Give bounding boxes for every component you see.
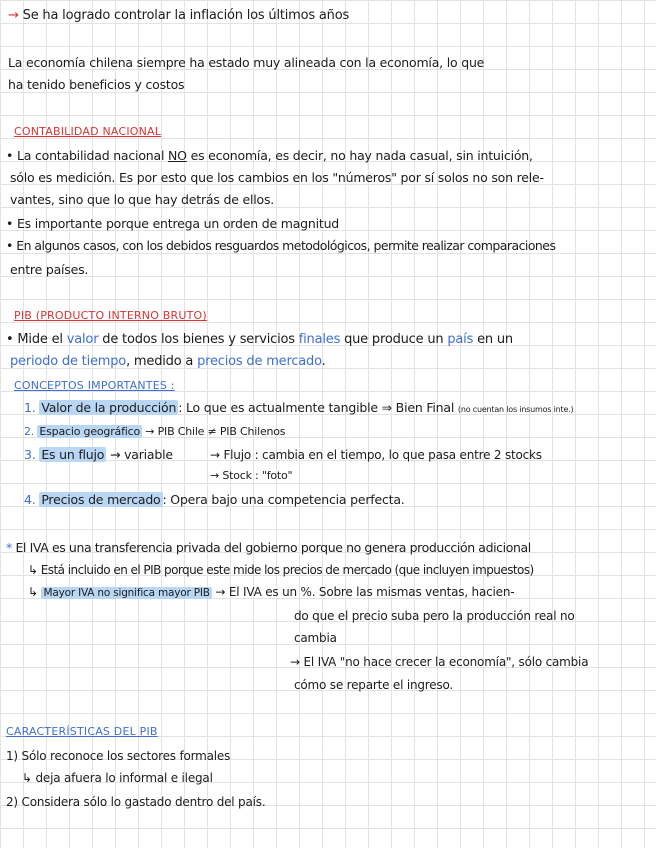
term-pais: país <box>447 332 474 347</box>
concepto-4 <box>24 492 405 508</box>
text-fragment: es economía, es decir, no hay nada casual, sin intuición, <box>186 148 533 163</box>
concepto-3-flujo: → Flujo : cambia en el tiempo, lo que pasa entre 2 stocks <box>210 448 542 462</box>
contabilidad-bullet-2: • Es importante porque entrega un orden de magnitud <box>6 216 340 231</box>
term-flujo: Es un flujo <box>41 447 105 462</box>
text-fragment: , medido a <box>126 354 198 369</box>
concepto-3-variable: → variable <box>110 447 173 462</box>
star-icon: * <box>6 540 12 555</box>
concepto-3 <box>24 447 173 463</box>
text-fragment: • La contabilidad nacional <box>6 148 169 163</box>
iva-line-3-text: → El IVA es un %. Sobre las mismas ventas, hacien- <box>215 585 515 599</box>
text-fragment: de todos los bienes y servicios <box>98 332 299 347</box>
iva-line-4: do que el precio suba pero la producción real no <box>294 609 575 623</box>
text-fragment: . <box>321 354 326 369</box>
term-espacio-geografico: Espacio geográfico <box>39 425 140 438</box>
contabilidad-bullet-3: • En algunos casos, con los debidos resguardos metodológicos, permite realizar comparaciones <box>6 238 556 253</box>
iva-line-6: → El IVA "no hace crecer la economía", sólo cambia <box>290 655 589 669</box>
term-valor: valor <box>66 332 99 347</box>
term-mayor-iva: Mayor IVA no significa mayor PIB <box>43 587 210 599</box>
item-number: 3. <box>24 447 36 462</box>
item-number: 4. <box>24 492 36 507</box>
caracteristicas-heading: CARACTERÍSTICAS DEL PIB <box>6 725 158 738</box>
top-note <box>8 8 349 24</box>
contabilidad-heading: CONTABILIDAD NACIONAL <box>14 125 162 138</box>
pib-definition-line-1 <box>6 332 513 348</box>
intro-line-1: La economía chilena siempre ha estado muy alineada con la economía, lo que <box>8 55 485 70</box>
caracteristica-2: 2) Considera sólo lo gastado dentro del país. <box>6 795 266 809</box>
term-precios-mercado: Precios de mercado <box>41 492 161 507</box>
concepto-4-text: : Opera bajo una competencia perfecta. <box>162 492 405 507</box>
iva-line-7: cómo se reparte el ingreso. <box>294 678 454 692</box>
iva-line-1-text: El IVA es una transferencia privada del gobierno porque no genera producción adicional <box>15 540 531 555</box>
iva-line-1 <box>6 540 531 556</box>
iva-line-5: cambia <box>294 631 337 645</box>
contabilidad-bullet-1-line-2: sólo es medición. Es por esto que los cambios en los "números" por sí solos no son rele- <box>10 170 544 185</box>
concepto-1-note: (no cuentan los insumos inte.) <box>457 405 574 414</box>
concepto-2 <box>24 424 285 440</box>
concepto-2-text: → PIB Chile ≠ PIB Chilenos <box>145 425 286 438</box>
iva-line-3 <box>28 584 514 601</box>
iva-line-2: ↳ Está incluido en el PIB porque este mide los precios de mercado (que incluyen impuestos) <box>28 563 534 577</box>
contabilidad-bullet-1 <box>6 148 533 164</box>
return-arrow-icon: ↳ <box>28 585 38 599</box>
term-valor-produccion: Valor de la producción <box>41 400 177 415</box>
text-fragment: en un <box>473 332 513 347</box>
caracteristica-1-sub: ↳ deja afuera lo informal e ilegal <box>22 771 213 785</box>
concepto-1 <box>24 400 573 418</box>
term-finales: finales <box>298 332 341 347</box>
item-number: 2. <box>24 425 35 438</box>
pib-heading: PIB (PRODUCTO INTERNO BRUTO) <box>14 309 207 322</box>
top-note-text: Se ha logrado controlar la inflación los últimos años <box>22 8 350 23</box>
conceptos-heading: CONCEPTOS IMPORTANTES : <box>14 379 175 392</box>
intro-line-2: ha tenido beneficios y costos <box>8 77 185 92</box>
term-precios: precios de mercado <box>197 354 322 369</box>
term-periodo: periodo de tiempo <box>10 354 127 369</box>
no-emphasis: NO <box>168 148 187 163</box>
arrow-icon: → <box>8 8 19 23</box>
contabilidad-bullet-3-line-2: entre países. <box>10 262 89 277</box>
item-number: 1. <box>24 400 36 415</box>
concepto-1-text: : Lo que es actualmente tangible ⇒ Bien Final <box>178 400 455 415</box>
text-fragment: que produce un <box>340 332 448 347</box>
text-fragment: • Mide el <box>6 332 67 347</box>
caracteristica-1: 1) Sólo reconoce los sectores formales <box>6 749 231 763</box>
pib-definition-line-2 <box>10 354 326 370</box>
concepto-3-stock: → Stock : "foto" <box>210 469 293 482</box>
contabilidad-bullet-1-line-3: vantes, sino que lo que hay detrás de ellos. <box>10 192 275 207</box>
